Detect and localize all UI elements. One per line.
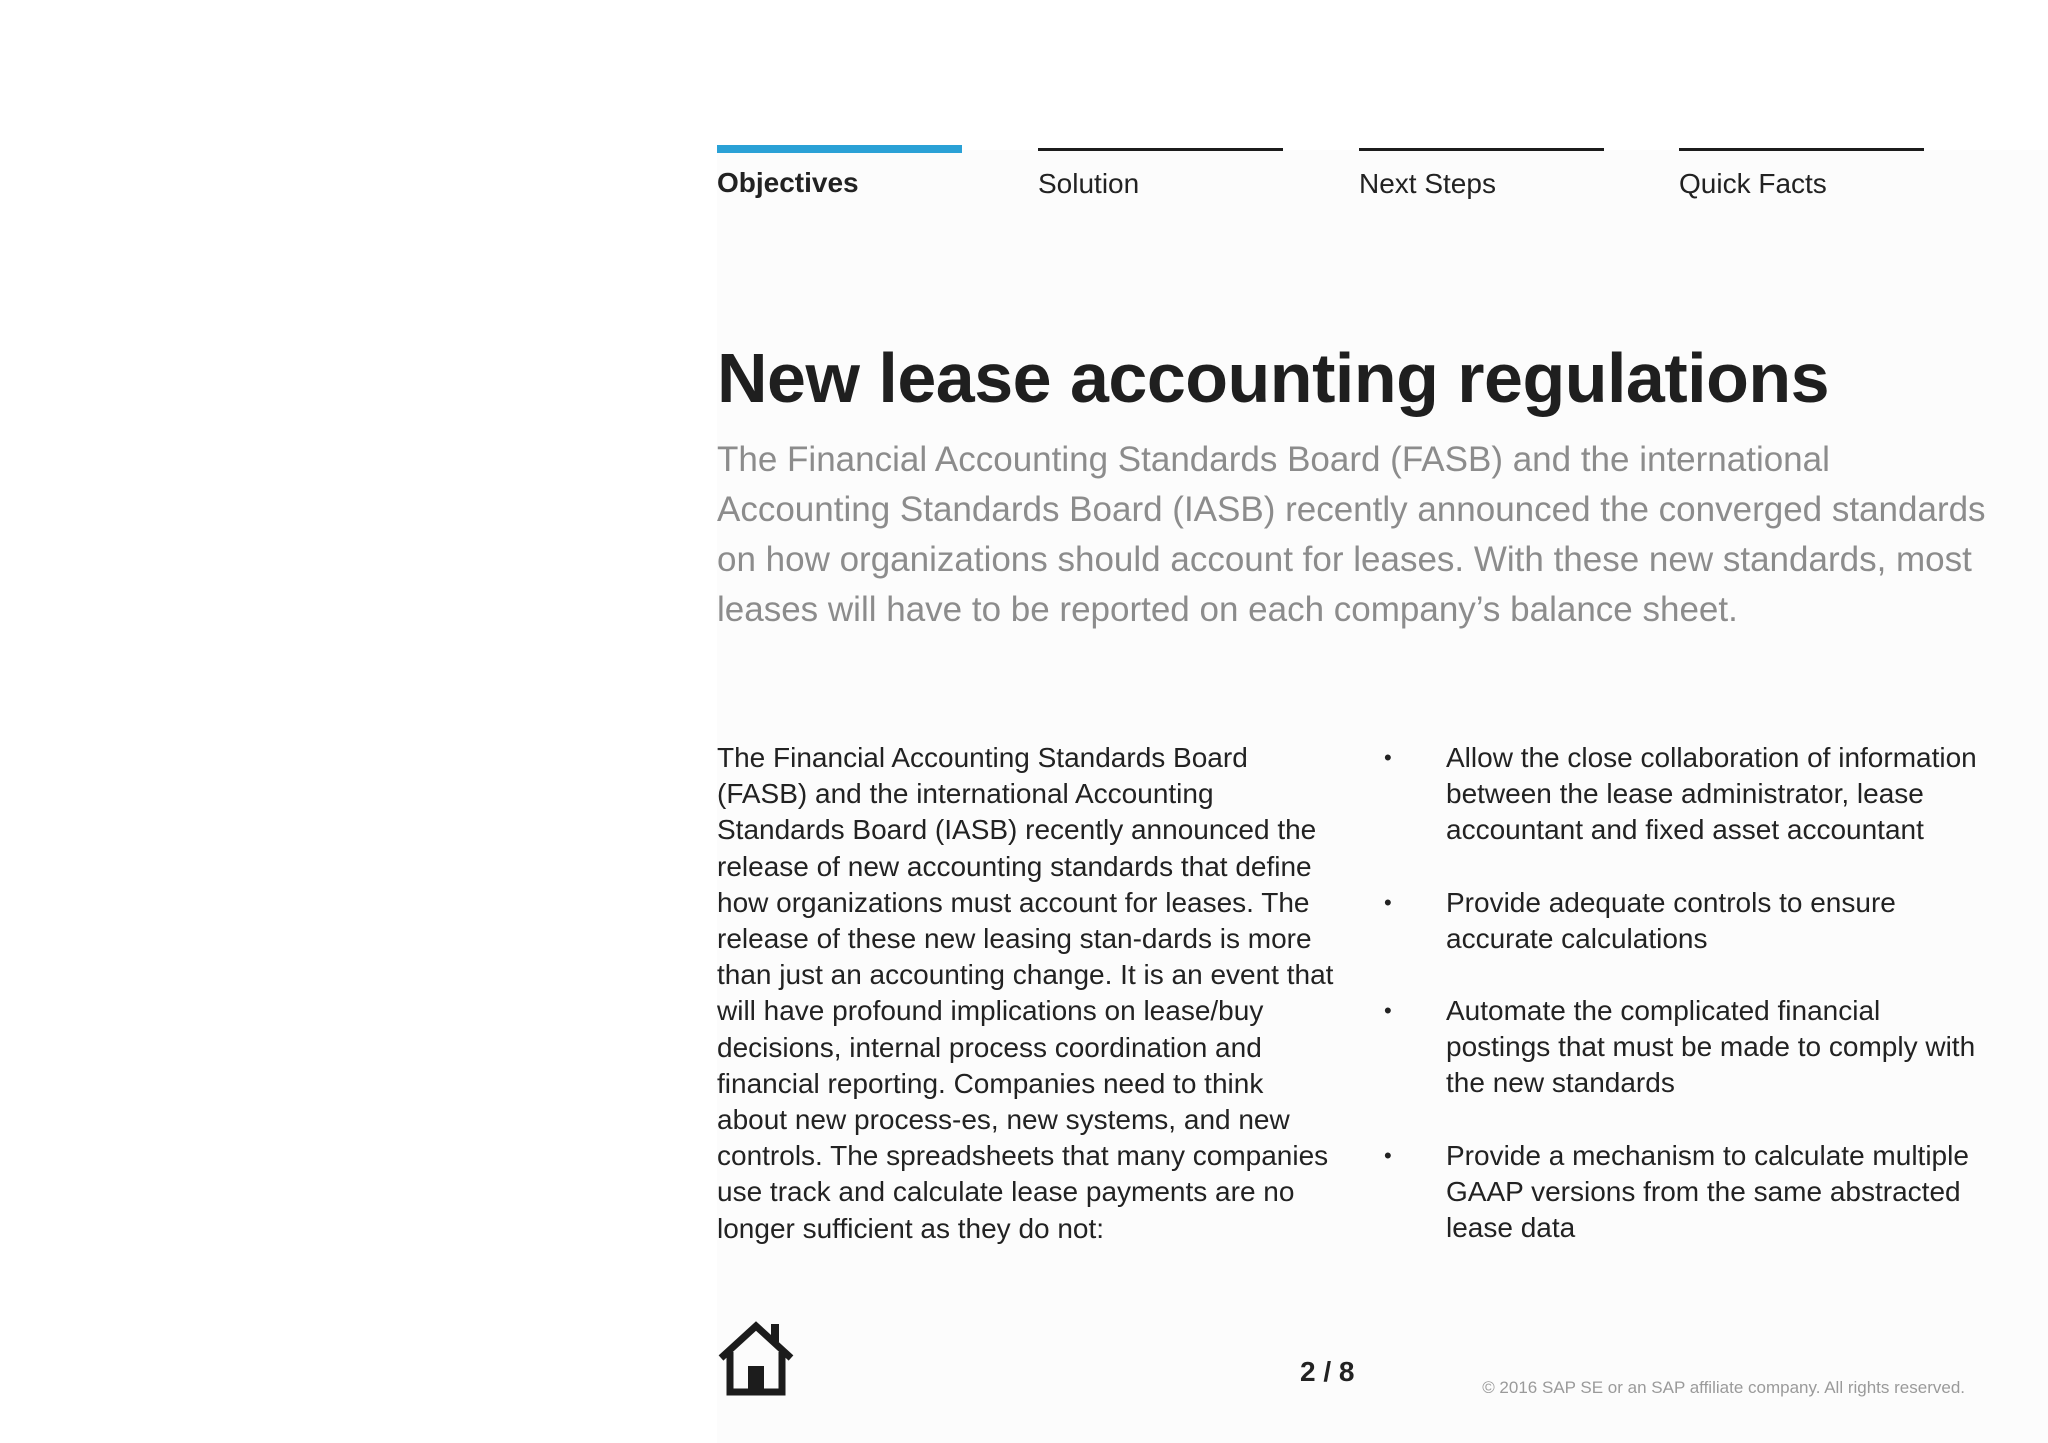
tab-indicator-bar (1359, 148, 1604, 151)
list-item (1380, 885, 1980, 957)
tab-next-steps[interactable] (1359, 145, 1604, 200)
bullet-icon: • (1384, 998, 1392, 1024)
home-icon (717, 1320, 795, 1396)
list-item-text: Provide adequate controls to ensure accurate calculations (1446, 886, 1896, 954)
copyright-notice: © 2016 SAP SE or an SAP affiliate company. All rights reserved. (1482, 1378, 1965, 1397)
tab-solution[interactable] (1038, 145, 1283, 200)
tab-indicator-bar (1679, 148, 1924, 151)
bullet-icon: • (1384, 745, 1392, 770)
body-paragraph: The Financial Accounting Standards Board (FASB) and the international Accounting Standards Board (IASB) recently announced the release of new accounting standards that define how organizations must account for leases. The release of these new leasing stan-dards is more than just an accounting change. It is an event that will have profound implications on lease/buy decisions, internal process coordination and financial reporting. Companies need to think about new process-es, new systems, and new controls. The spreadsheets that many companies use track and calculate lease payments are no longer sufficient as they do not: (717, 742, 1334, 1244)
tab-indicator-bar (717, 145, 962, 153)
page-title: New lease accounting regulations (717, 339, 1830, 417)
tab-label: Quick Facts (1679, 168, 1827, 199)
requirements-list (1380, 740, 1980, 1282)
tab-label: Solution (1038, 168, 1140, 199)
tab-indicator-bar (1038, 148, 1283, 151)
tab-label: Next Steps (1359, 168, 1496, 199)
list-item (1380, 1138, 1980, 1247)
section-tabs (717, 145, 1924, 215)
tab-quick-facts[interactable] (1679, 145, 1924, 200)
home-button[interactable] (717, 1320, 795, 1396)
list-item (1380, 993, 1980, 1102)
tab-objectives[interactable] (717, 145, 962, 199)
list-item (1380, 740, 1980, 849)
list-item-text: Provide a mechanism to calculate multiple GAAP versions from the same abstracted lease data (1446, 1139, 1969, 1244)
list-item-text: Allow the close collaboration of information between the lease administrator, lease accountant and fixed asset accountant (1446, 742, 1977, 846)
bullet-icon: • (1384, 1142, 1392, 1168)
bullet-icon: • (1384, 889, 1392, 915)
tab-label: Objectives (717, 167, 859, 198)
lead-paragraph: The Financial Accounting Standards Board (FASB) and the international Accounting Standards Board (IASB) recently announced the converged standards on how organizations should account for leases. With these new standards, most leases will have to be reported on each company’s balance sheet. (717, 440, 1986, 629)
list-item-text: Automate the complicated financial postings that must be made to comply with the new standards (1446, 995, 1976, 1099)
page-indicator: 2 / 8 (1300, 1356, 1355, 1387)
